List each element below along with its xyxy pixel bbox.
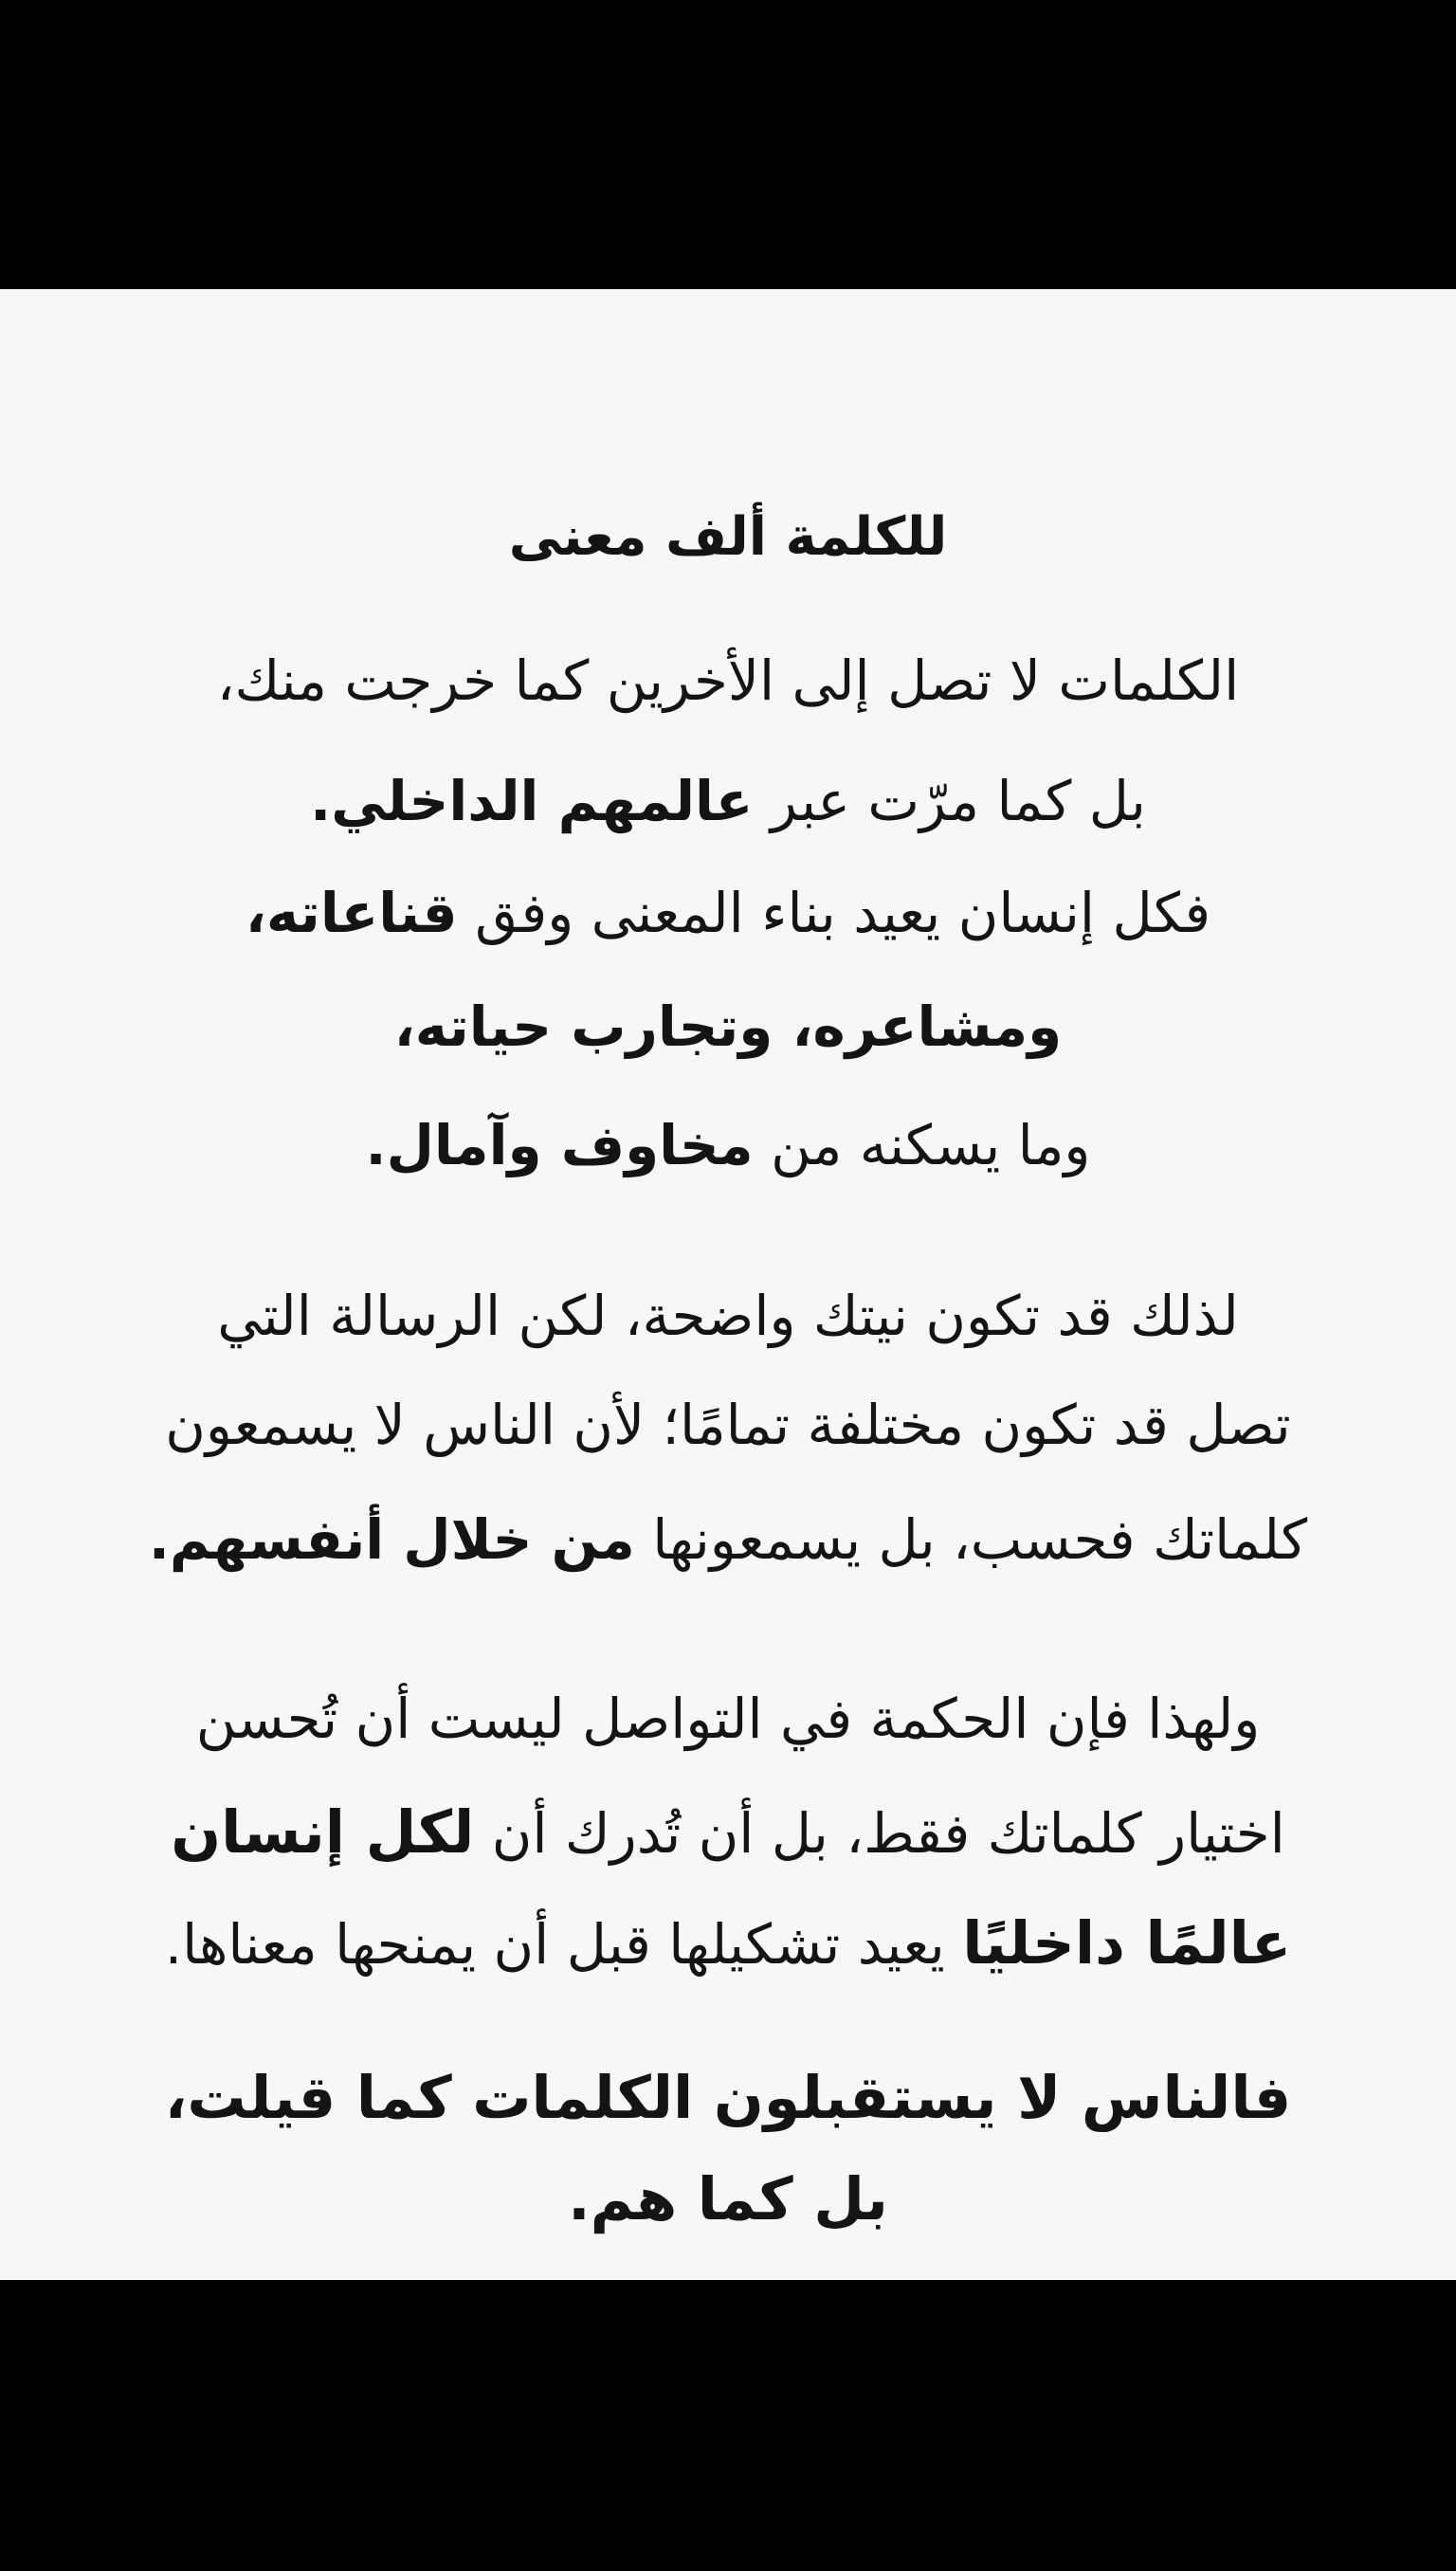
closing-line2: [0, 2161, 1456, 2237]
closing-line2-bold: بل كما هم.: [568, 2164, 888, 2234]
para1-line3-bold: قناعاته،: [245, 881, 458, 945]
para1-line5-bold: مخاوف وآمال.: [365, 1113, 754, 1177]
closing-line1-bold: فالناس لا يستقبلون الكلمات كما قيلت،: [164, 2063, 1292, 2132]
para3-line1: ولهذا فإن الحكمة في التواصل ليست أن تُحسن: [195, 1687, 1261, 1751]
para3-line2-bold: لكل إنسان: [171, 1797, 475, 1867]
para1-line1: الكلمات لا تصل إلى الأخرين كما خرجت منك،: [216, 648, 1240, 713]
para1-line3: [0, 875, 1456, 951]
quote-title: للكلمة ألف معنى: [508, 506, 948, 568]
para2-line3-text: كلماتك فحسب، بل يسمعونها: [634, 1507, 1308, 1572]
para3-line3-bold: عالمًا داخليًا: [962, 1908, 1292, 1978]
para2-line3: [0, 1502, 1456, 1577]
para1-line4-bold: ومشاعره، وتجارب حياته،: [393, 994, 1063, 1059]
top-black-band: [0, 0, 1456, 289]
para2-line1: لذلك قد تكون نيتك واضحة، لكن الرسالة التي: [217, 1284, 1239, 1348]
para1-line2-text: بل كما مرّت عبر: [753, 769, 1146, 833]
bottom-black-band: [0, 2280, 1456, 2571]
para3-line2-text: اختيار كلماتك فقط، بل أن تُدرك أن: [474, 1801, 1285, 1866]
para3-line2: [0, 1795, 1456, 1871]
para3-line3-text: يعيد تشكيلها قبل أن يمنحها معناها.: [164, 1912, 963, 1977]
para3-line3: [0, 1905, 1456, 1982]
para2-line2: تصل قد تكون مختلفة تمامًا؛ لأن الناس لا يسمعون: [165, 1393, 1291, 1457]
para1-line4: [0, 989, 1456, 1065]
para1-line2-bold: عالمهم الداخلي.: [310, 769, 754, 833]
para1-line5: [0, 1107, 1456, 1183]
para2-line3-bold: من خلال أنفسهم.: [148, 1507, 635, 1572]
closing-line1: [0, 2060, 1456, 2136]
para1-line3-text: فكل إنسان يعيد بناء المعنى وفق: [457, 881, 1211, 945]
quote-card: [0, 289, 1456, 2280]
para1-line2: [0, 763, 1456, 839]
para1-line5-text: وما يسكنه من: [753, 1113, 1091, 1177]
